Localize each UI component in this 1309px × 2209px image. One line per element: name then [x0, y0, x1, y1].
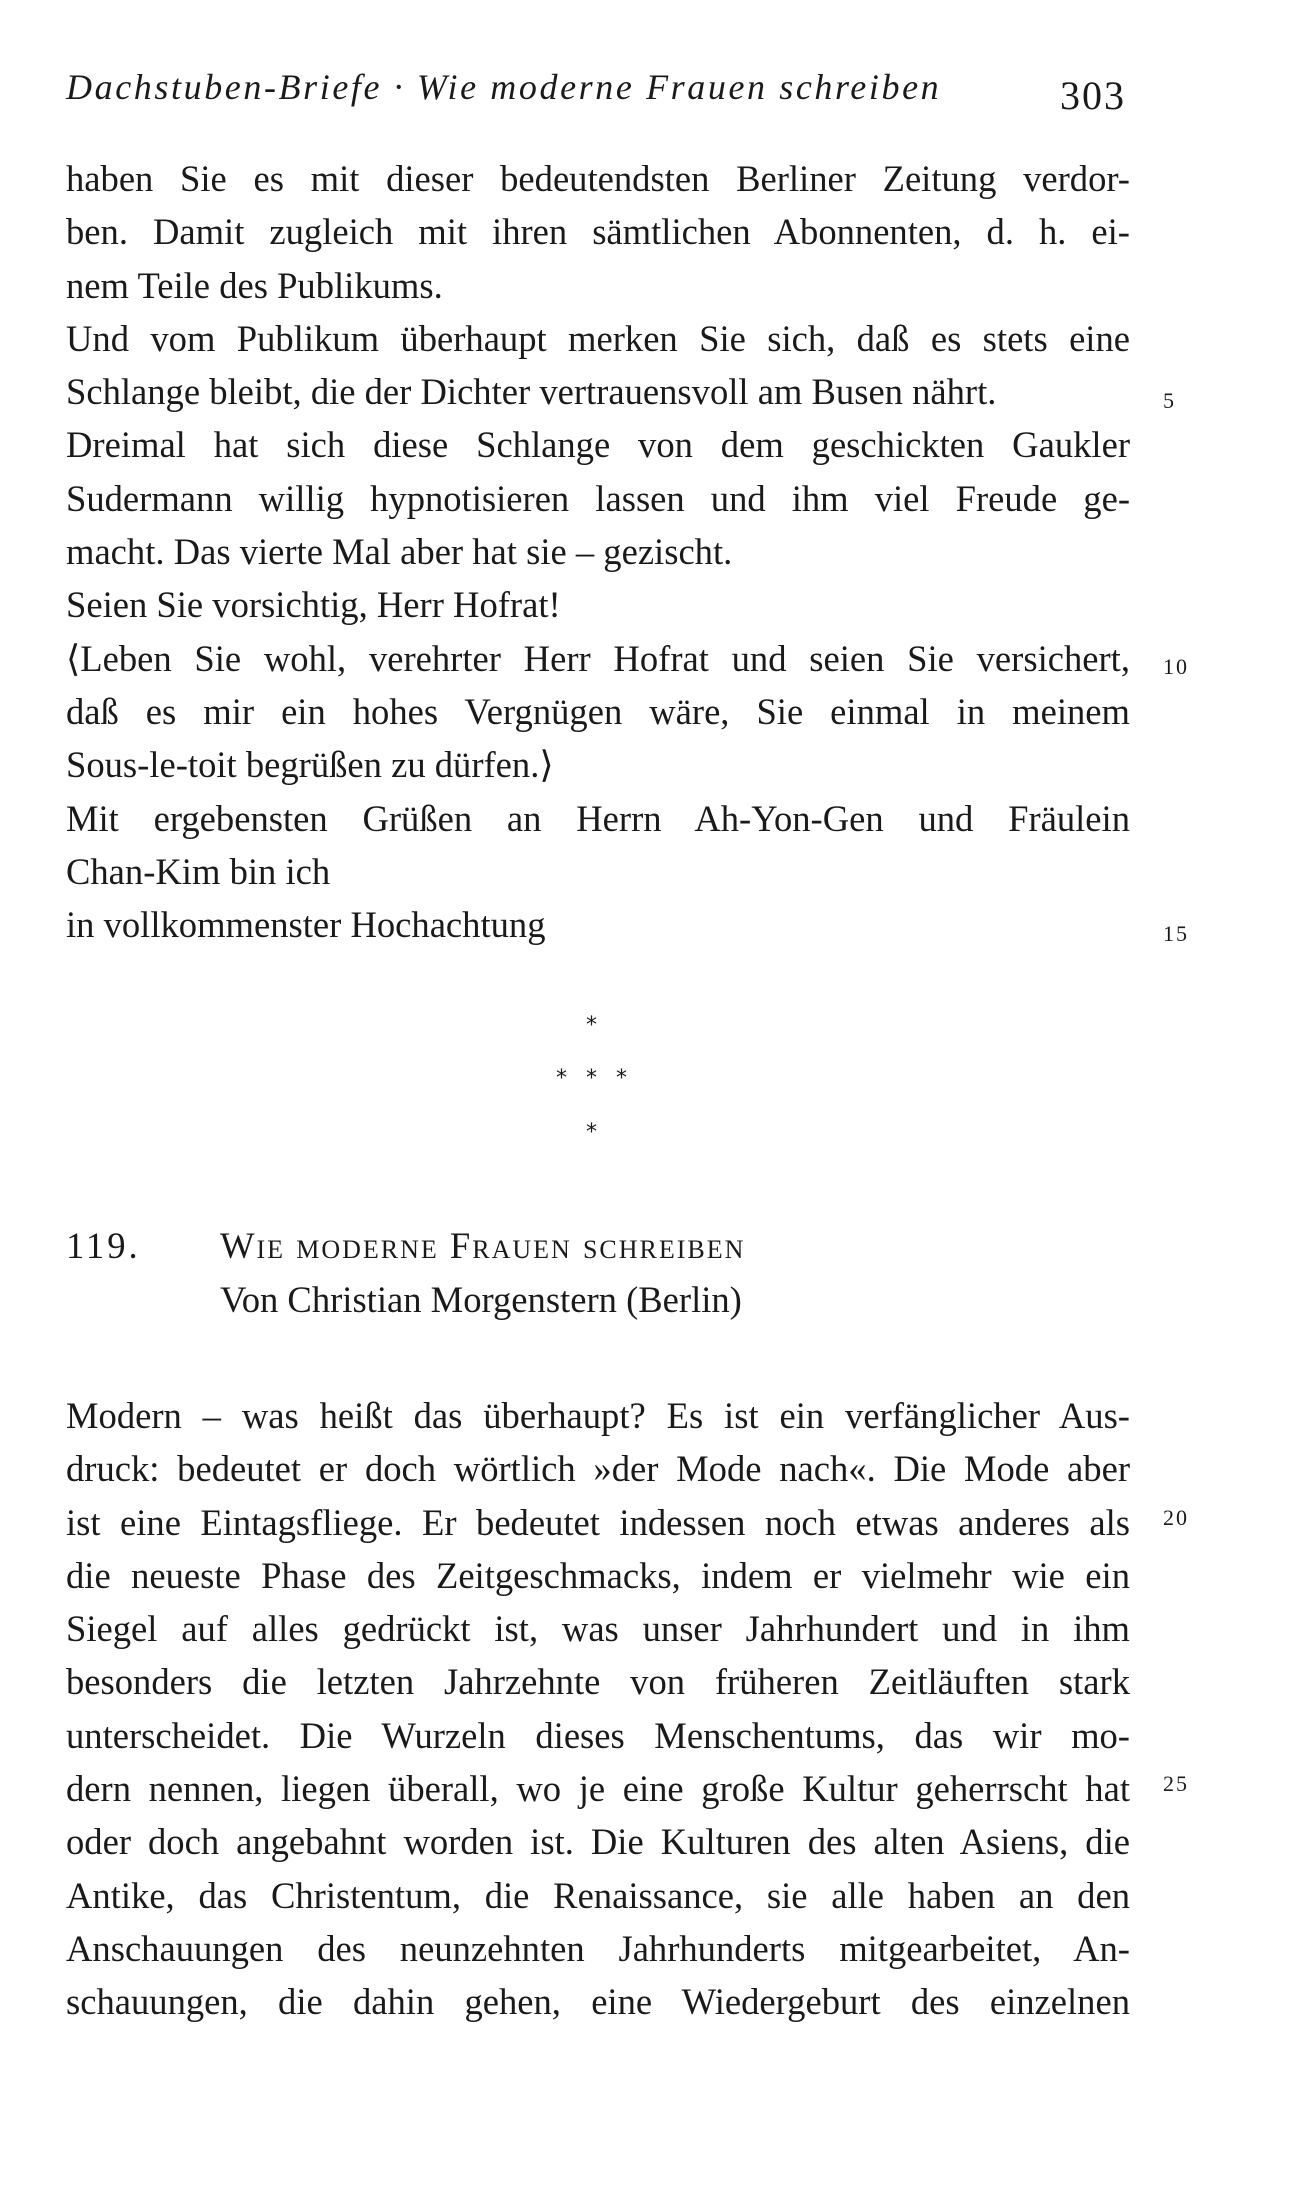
line-number: 15 [1163, 921, 1189, 946]
entry-body-text [66, 1389, 1130, 2029]
text-line: Anschauungen des neunzehnten Jahrhunderts mitgearbeitet, An- [66, 1927, 1130, 1969]
text-line: oder doch angebahnt worden ist. Die Kulturen des alten Asiens, die [66, 1821, 1130, 1863]
text-line: ben. Damit zugleich mit ihren sämtlichen Abonnenten, d. h. ei- [66, 211, 1130, 253]
text-line: macht. Das vierte Mal aber hat sie – gezischt. [66, 531, 733, 573]
text-line: Schlange bleibt, die der Dichter vertrauensvoll am Busen nährt. [66, 371, 997, 413]
text-line: Modern – was heißt das überhaupt? Es ist ein verfänglicher Aus- [66, 1395, 1130, 1436]
line-number: 20 [1163, 1505, 1189, 1530]
ornament-star: * [556, 1066, 567, 1091]
text-line: Und vom Publikum überhaupt merken Sie sich, daß es stets eine [66, 317, 1130, 359]
text-line: ⟨Leben Sie wohl, verehrter Herr Hofrat und seien Sie versichert, [66, 637, 1130, 679]
ornament-star: * [586, 1013, 597, 1038]
text-line: besonders die letzten Jahrzehnte von früheren Zeitläuften stark [66, 1661, 1130, 1703]
text-line: Sous-le-toit begrüßen zu dürfen.⟩ [66, 744, 554, 786]
line-number: 5 [1163, 388, 1176, 413]
text-line: ist eine Eintagsfliege. Er bedeutet indessen noch etwas anderes als [66, 1501, 1130, 1543]
text-line: Sudermann willig hypnotisieren lassen und ihm viel Freude ge- [66, 477, 1130, 519]
text-line: in vollkommenster Hochachtung [66, 904, 546, 946]
text-line: druck: bedeutet er doch wörtlich »der Mode nach«. Die Mode aber [66, 1448, 1130, 1490]
text-line: daß es mir ein hohes Vergnügen wäre, Sie einmal in meinem [66, 690, 1130, 732]
text-line: nem Teile des Publikums. [66, 264, 443, 306]
text-line: schauungen, die dahin gehen, eine Wiedergeburt des einzelnen [66, 1981, 1130, 2023]
line-number: 25 [1163, 1771, 1189, 1796]
text-line: Mit ergebensten Grüßen an Herrn Ah-Yon-Gen und Fräulein [66, 797, 1130, 839]
text-line: die neueste Phase des Zeitgeschmacks, indem er vielmehr wie ein [66, 1554, 1130, 1596]
ornament-star: * [586, 1120, 597, 1145]
ornament-star: * [586, 1066, 597, 1091]
running-title: Dachstuben-Briefe · Wie moderne Frauen schreiben [66, 67, 942, 107]
entry-author: Von Christian Morgenstern (Berlin) [220, 1279, 742, 1320]
text-line: haben Sie es mit dieser bedeutendsten Berliner Zeitung verdor- [66, 158, 1130, 199]
text-line: Chan-Kim bin ich [66, 850, 331, 892]
text-line: Antike, das Christentum, die Renaissance, sie alle haben an den [66, 1874, 1130, 1916]
text-line: Siegel auf alles gedrückt ist, was unser Jahrhundert und in ihm [66, 1608, 1130, 1650]
line-number: 10 [1163, 654, 1189, 679]
text-line: unterscheidet. Die Wurzeln dieses Menschentums, das wir mo- [66, 1714, 1130, 1756]
page-number: 303 [1060, 73, 1126, 118]
text-line: Seien Sie vorsichtig, Herr Hofrat! [66, 584, 561, 626]
text-line: Dreimal hat sich diese Schlange von dem geschickten Gaukler [66, 424, 1130, 466]
letter-closing-text [66, 152, 1130, 951]
entry-title: Wie moderne Frauen schreiben [220, 1225, 746, 1266]
ornament-star: * [616, 1066, 627, 1091]
text-line: dern nennen, liegen überall, wo je eine große Kultur geherrscht hat [66, 1768, 1130, 1810]
entry-number: 119. [66, 1225, 141, 1266]
